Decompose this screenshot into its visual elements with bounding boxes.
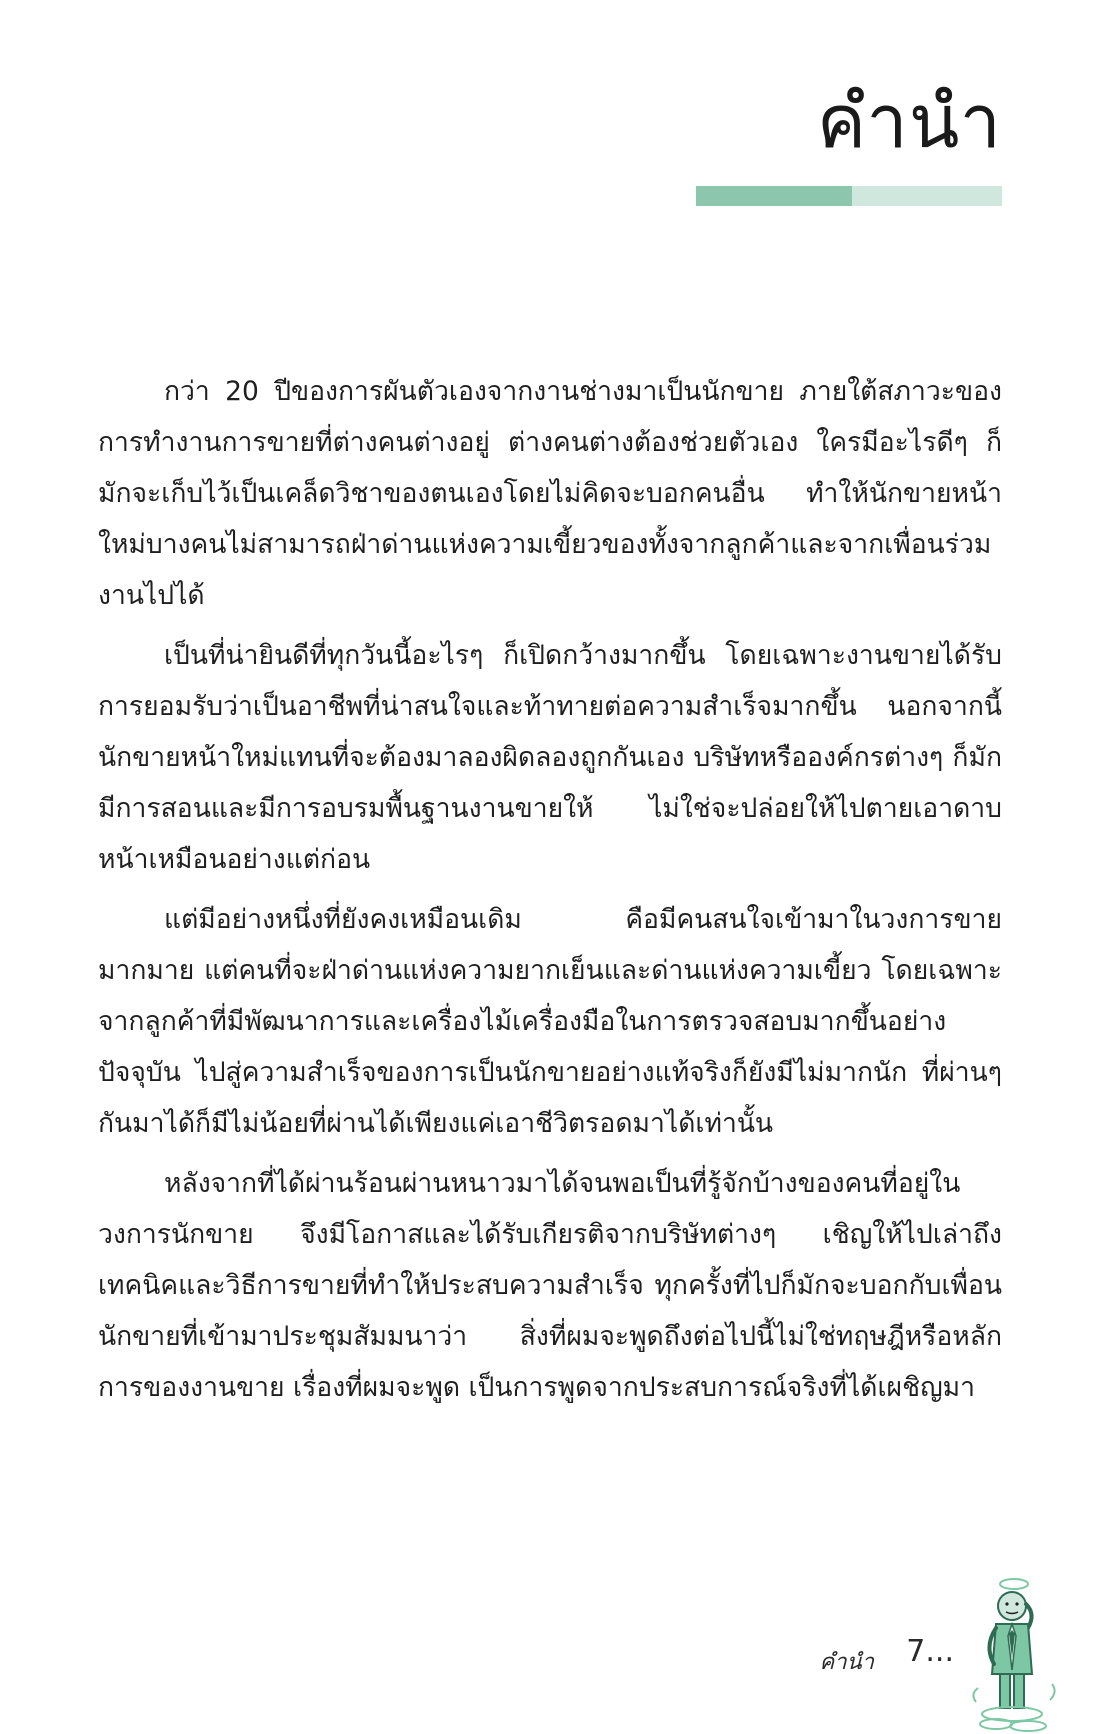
- page-number: 7...: [906, 1634, 954, 1669]
- body-text: [98, 366, 1002, 1422]
- title-bar-dark-segment: [696, 186, 852, 206]
- page-footer: [0, 1610, 1102, 1730]
- paragraph: กว่า 20 ปีของการผันตัวเองจากงานช่างมาเป็นนักขาย ภายใต้สภาวะของการทำงานการขายที่ต่างคนต่างอยู่ ต่างคนต่างต้องช่วยตัวเอง ใครมีอะไรดีๆ ก็มักจะเก็บไว้เป็นเคล็ดวิชาของตนเองโดยไม่คิดจะบอกคนอื่น ทำให้นักขายหน้าใหม่บางคนไม่สามารถฝ่าด่านแห่งความเขี้ยวของทั้งจากลูกค้าและจากเพื่อนร่วมงานไปได้: [98, 376, 1002, 611]
- running-head: คำนำ: [819, 1650, 874, 1675]
- paragraph: หลังจากที่ได้ผ่านร้อนผ่านหนาวมาได้จนพอเป็นที่รู้จักบ้างของคนที่อยู่ในวงการนักขาย จึงมีโอกาสและได้รับเกียรติจากบริษัทต่างๆ เชิญให้ไปเล่าถึงเทคนิคและวิธีการขายที่ทำให้ประสบความสำเร็จ ทุกครั้งที่ไปก็มักจะบอกกับเพื่อนนักขายที่เข้ามาประชุมสัมมนาว่า สิ่งที่ผมจะพูดถึงต่อไปนี้ไม่ใช่ทฤษฎีหรือหลักการของงานขาย เรื่องที่ผมจะพูด เป็นการพูดจากประสบการณ์จริงที่ได้เผชิญมา: [98, 1168, 1002, 1403]
- paragraph: เป็นที่น่ายินดีที่ทุกวันนี้อะไรๆ ก็เปิดกว้างมากขึ้น โดยเฉพาะงานขายได้รับการยอมรับว่าเป็นอาชีพที่น่าสนใจและท้าทายต่อความสำเร็จมากขึ้น นอกจากนี้ นักขายหน้าใหม่แทนที่จะต้องมาลองผิดลองถูกกันเอง บริษัทหรือองค์กรต่างๆ ก็มักมีการสอนและมีการอบรมพื้นฐานงานขายให้ ไม่ใช่จะปล่อยให้ไปตายเอาดาบหน้าเหมือนอย่างแต่ก่อน: [98, 640, 1002, 875]
- chapter-header: [692, 80, 1002, 165]
- salesman-mascot-icon: [966, 1574, 1062, 1734]
- title-bar-light-segment: [852, 186, 1002, 206]
- paragraph: แต่มีอย่างหนึ่งที่ยังคงเหมือนเดิม คือมีคนสนใจเข้ามาในวงการขายมากมาย แต่คนที่จะฝ่าด่านแห่งความยากเย็นและด่านแห่งความเขี้ยว โดยเฉพาะจากลูกค้าที่มีพัฒนาการและเครื่องไม้เครื่องมือในการตรวจสอบมากขึ้นอย่างปัจจุบัน ไปสู่ความสำเร็จของการเป็นนักขายอย่างแท้จริงก็ยังมีไม่มากนัก ที่ผ่านๆ กันมาได้ก็มีไม่น้อยที่ผ่านได้เพียงแค่เอาชีวิตรอดมาได้เท่านั้น: [98, 904, 1002, 1139]
- title-underline-bar: [696, 186, 1002, 206]
- chapter-title: คำนำ: [816, 79, 1002, 165]
